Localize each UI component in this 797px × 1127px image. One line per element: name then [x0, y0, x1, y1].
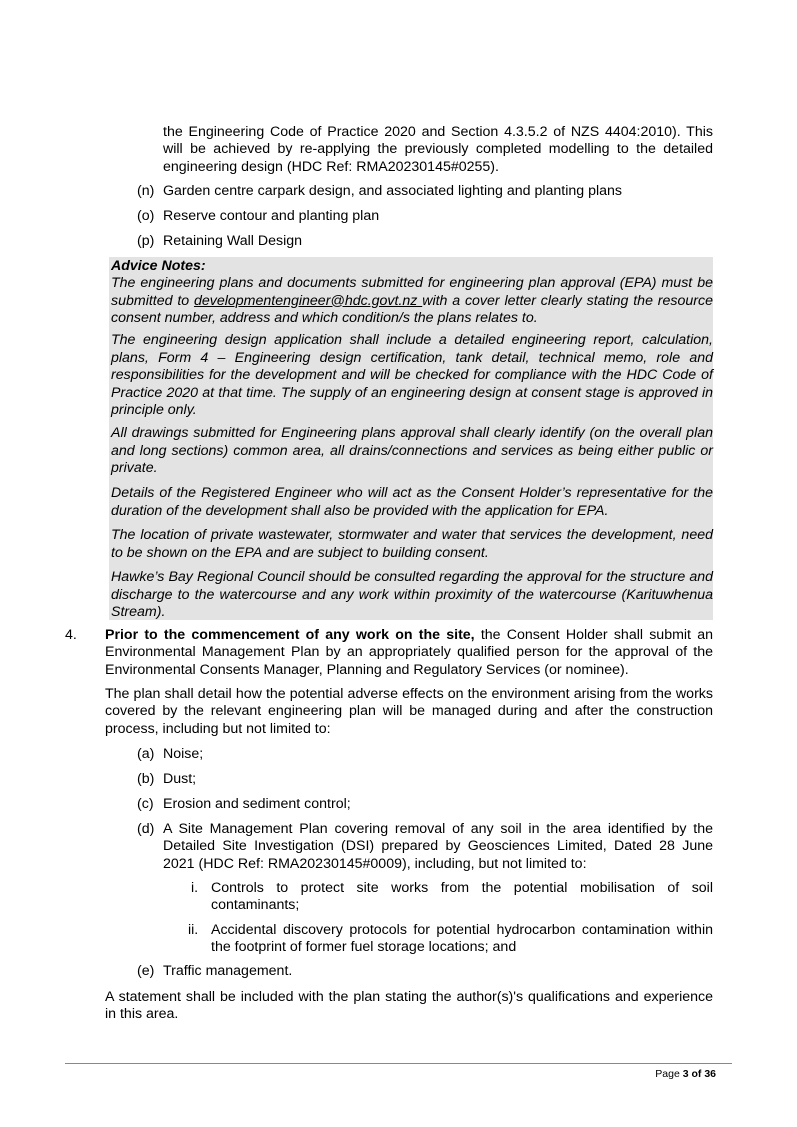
item-text: Garden centre carpark design, and associated lighting and planting plans [163, 183, 623, 199]
sub-item-text: Accidental discovery protocols for potential hydrocarbon contamination within the footprint of former fuel storage locations; and [211, 922, 713, 956]
footer-rule [65, 1063, 732, 1064]
item-text: Dust; [163, 771, 197, 787]
current-page: 3 [682, 1068, 689, 1080]
item-label: (p) [137, 233, 155, 249]
advice-note-1-text-b: with a cover letter clearly stating the resource consent number, address and which condition/s the plans relates to. [111, 292, 713, 327]
condition-4-text: the Consent Holder shall submit an Environmental Management Plan by an appropriately qualified person for the approval of the Environmental Consents Manager, Planning and Regulatory Services (or nominee). [105, 627, 713, 678]
page-prefix: Page [655, 1068, 683, 1080]
item-label: (n) [137, 183, 155, 199]
advice-note-1-text-a: The engineering plans and documents submitted for engineering plan approval (EPA) must be submitted to [111, 275, 713, 309]
advice-notes-heading: Advice Notes: [111, 258, 206, 274]
condition-4-paragraph-2: The plan shall detail how the potential adverse effects on the environment arising from the works covered by the relevant engineering plan will be managed during and after the construction process, including but not limited to: [105, 686, 713, 737]
sub-item-text: Controls to protect site works from the potential mobilisation of soil contaminants; [211, 880, 713, 914]
sub-item-label: ii. [188, 922, 199, 938]
item-label: (a) [137, 746, 155, 762]
advice-note-5: The location of private wastewater, stormwater and water that services the development, need to be shown on the EPA and are subject to building consent. [111, 527, 713, 561]
advice-note-3: All drawings submitted for Engineering plans approval shall clearly identify (on the overall plan and long sections) common area, all drains/connections and services as being either public or private. [111, 425, 713, 477]
condition-4-paragraph [105, 627, 713, 679]
item-text: A Site Management Plan covering removal of any soil in the area identified by the Detailed Site Investigation (DSI) prepared by Geosciences Limited, Dated 28 June 2021 (HDC Ref: RMA20230145#0009), including, but not limited to: [163, 821, 713, 872]
page-of: of [688, 1068, 705, 1080]
advice-note-2: The engineering design application shall include a detailed engineering report, calculation, plans, Form 4 – Engineering design certification, tank detail, technical memo, role and responsibilities for the development and will be checked for compliance with the HDC Code of Practice 2020 at that time. The supply of an engineering design at consent stage is approved in principle only. [111, 332, 713, 419]
condition-4-lead: Prior to the commencement of any work on the site, [105, 627, 475, 643]
email-link[interactable]: developmentengineer@hdc.govt.nz [193, 292, 423, 309]
item-text: Traffic management. [163, 963, 293, 979]
item-label: (b) [137, 771, 155, 787]
sub-item-label: i. [191, 880, 199, 896]
item-label: (e) [137, 963, 155, 979]
item-text: Erosion and sediment control; [163, 796, 351, 812]
item-label: (o) [137, 208, 155, 224]
advice-note-1 [111, 275, 713, 328]
condition-number: 4. [65, 627, 77, 643]
closing-statement: A statement shall be included with the plan stating the author(s)'s qualifications and experience in this area. [105, 989, 713, 1023]
item-text: Reserve contour and planting plan [163, 208, 380, 224]
page-number [655, 1068, 716, 1080]
advice-note-6: Hawke’s Bay Regional Council should be consulted regarding the approval for the structure and discharge to the watercourse and any work within proximity of the watercourse (Karituwhenua Stream). [111, 569, 713, 621]
item-label: (c) [137, 796, 154, 812]
advice-note-4: Details of the Registered Engineer who will act as the Consent Holder’s representative for the duration of the development shall also be provided with the application for EPA. [111, 485, 713, 519]
item-label: (d) [137, 821, 155, 837]
item-text: Retaining Wall Design [163, 233, 303, 249]
continuation-paragraph: the Engineering Code of Practice 2020 and Section 4.3.5.2 of NZS 4404:2010). This will be achieved by re-applying the previously completed modelling to the detailed engineering design (HDC Ref: RMA20230145#0255). [163, 124, 713, 175]
item-text: Noise; [163, 746, 204, 762]
total-pages: 36 [704, 1068, 716, 1080]
